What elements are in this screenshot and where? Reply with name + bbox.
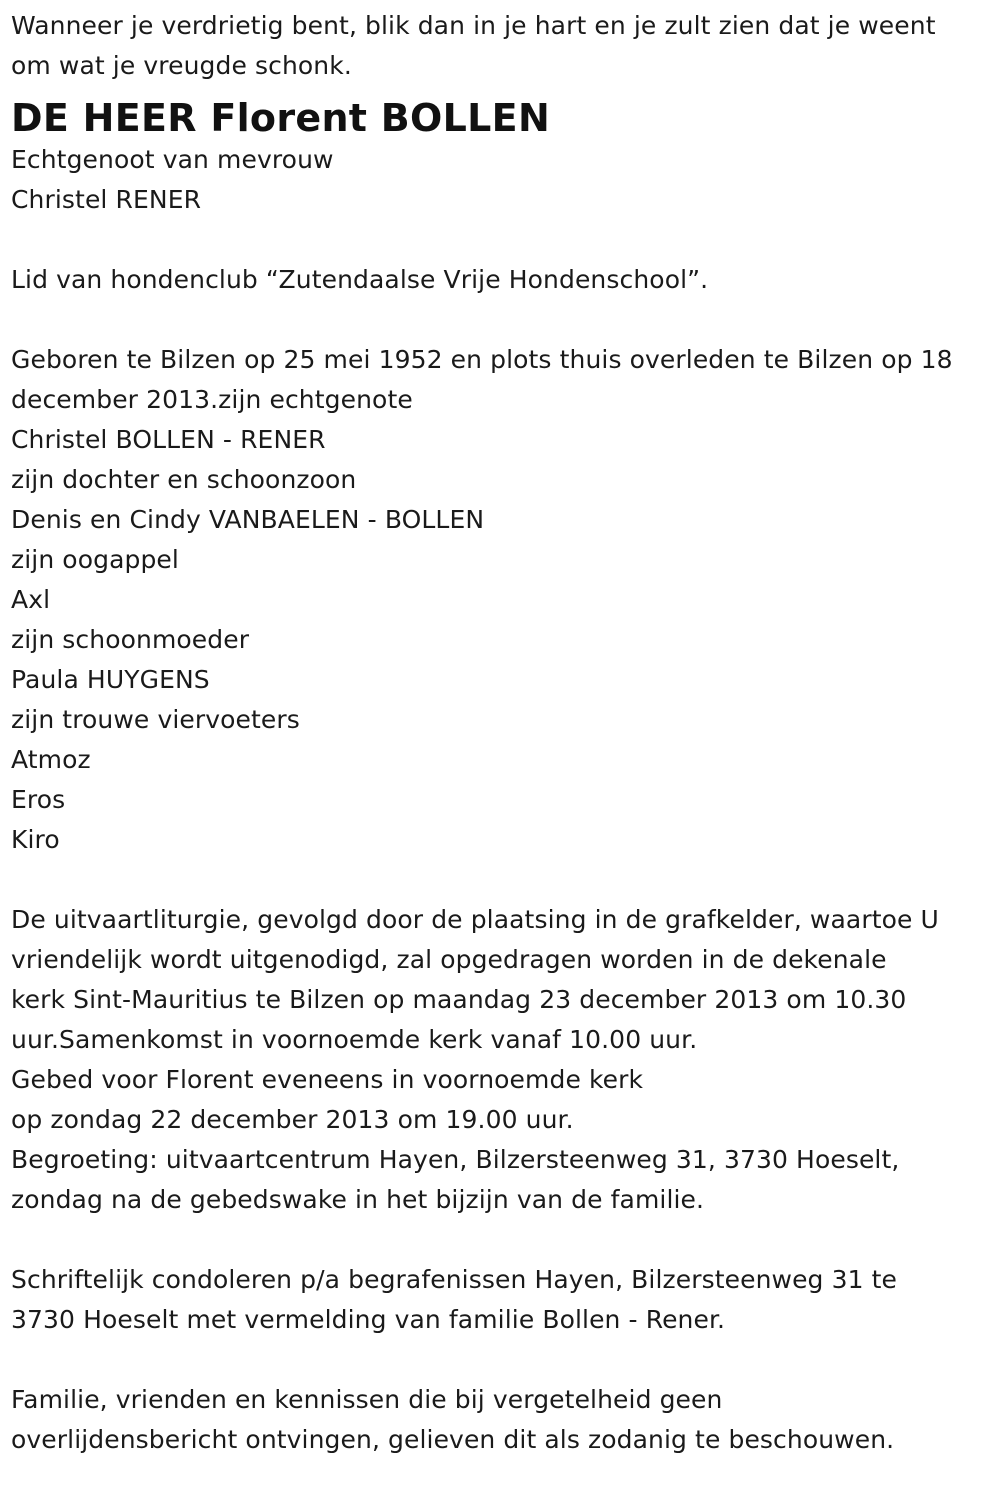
ceremony-line: vriendelijk wordt uitgenodigd, zal opgedragen worden in de dekenale <box>11 945 887 974</box>
family-line: Eros <box>11 785 66 814</box>
closing-line: overlijdensbericht ontvingen, gelieven dit als zodanig te beschouwen. <box>11 1425 895 1454</box>
ceremony-line: De uitvaartliturgie, gevolgd door de plaatsing in de grafkelder, waartoe U <box>11 905 939 934</box>
quote-line: om wat je vreugde schonk. <box>11 51 352 80</box>
birth-and-family-list <box>11 340 991 860</box>
quote-line: Wanneer je verdrietig bent, blik dan in je hart en je zult zien dat je weent <box>11 11 936 40</box>
family-line: Denis en Cindy VANBAELEN - BOLLEN <box>11 505 485 534</box>
opening-quote <box>11 6 991 86</box>
ceremony-line: uur.Samenkomst in voornoemde kerk vanaf 10.00 uur. <box>11 1025 698 1054</box>
spouse-name: Christel RENER <box>11 185 202 214</box>
ceremony-line: Gebed voor Florent eveneens in voornoemde kerk <box>11 1065 644 1094</box>
ceremony-line: Begroeting: uitvaartcentrum Hayen, Bilzersteenweg 31, 3730 Hoeselt, <box>11 1145 900 1174</box>
spouse-intro <box>11 140 991 220</box>
ceremony-details <box>11 900 991 1220</box>
paragraph-gap <box>11 1340 991 1380</box>
closing-note <box>11 1380 991 1460</box>
obituary-notice <box>11 6 991 1460</box>
family-line: Axl <box>11 585 51 614</box>
family-line: Paula HUYGENS <box>11 665 210 694</box>
family-line: december 2013.zijn echtgenote <box>11 385 413 414</box>
paragraph-gap <box>11 1220 991 1260</box>
club-membership: Lid van hondenclub “Zutendaalse Vrije Hondenschool”. <box>11 265 709 294</box>
condolences-line: Schriftelijk condoleren p/a begrafenissen Hayen, Bilzersteenweg 31 te <box>11 1265 898 1294</box>
family-line: zijn schoonmoeder <box>11 625 250 654</box>
spouse-intro-line: Echtgenoot van mevrouw <box>11 145 334 174</box>
family-line: zijn oogappel <box>11 545 179 574</box>
condolences-line: 3730 Hoeselt met vermelding van familie Bollen - Rener. <box>11 1305 726 1334</box>
closing-line: Familie, vrienden en kennissen die bij vergetelheid geen <box>11 1385 723 1414</box>
condolences-info <box>11 1260 991 1340</box>
paragraph-gap <box>11 220 991 260</box>
deceased-name-title: DE HEER Florent BOLLEN <box>11 96 551 140</box>
family-line: Christel BOLLEN - RENER <box>11 425 326 454</box>
ceremony-line: zondag na de gebedswake in het bijzijn van de familie. <box>11 1185 705 1214</box>
family-line: Atmoz <box>11 745 91 774</box>
ceremony-line: op zondag 22 december 2013 om 19.00 uur. <box>11 1105 574 1134</box>
family-line: zijn trouwe viervoeters <box>11 705 300 734</box>
family-line: Geboren te Bilzen op 25 mei 1952 en plots thuis overleden te Bilzen op 18 <box>11 345 953 374</box>
ceremony-line: kerk Sint-Mauritius te Bilzen op maandag 23 december 2013 om 10.30 <box>11 985 907 1014</box>
family-line: zijn dochter en schoonzoon <box>11 465 357 494</box>
paragraph-gap <box>11 860 991 900</box>
family-line: Kiro <box>11 825 60 854</box>
paragraph-gap <box>11 300 991 340</box>
